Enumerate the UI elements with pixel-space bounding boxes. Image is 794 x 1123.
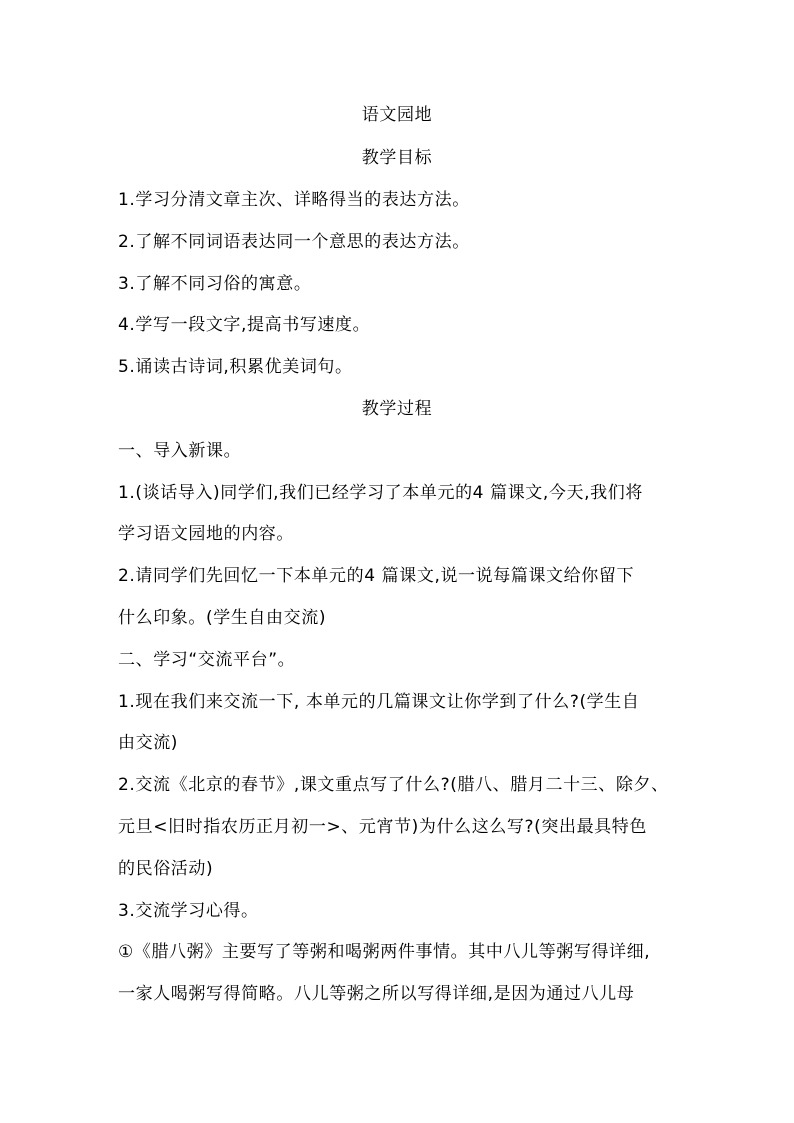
- body-line: 一家人喝粥写得简略。八儿等粥之所以写得详细,是因为通过八儿母: [118, 984, 635, 1004]
- body-line: 2.交流《北京的春节》,课文重点写了什么?(腊八、腊月二十三、除夕、: [118, 775, 669, 795]
- body-line: 3.交流学习心得。: [118, 901, 259, 921]
- goal-item: 1.学习分清文章主次、详略得当的表达方法。: [118, 190, 470, 210]
- body-line: 二、学习“交流平台”。: [118, 650, 296, 670]
- body-line: 2.请同学们先回忆一下本单元的4 篇课文,说一说每篇课文给你留下: [118, 566, 635, 586]
- body-line: 由交流): [118, 733, 179, 753]
- goal-item: 5.诵读古诗词,积累优美词句。: [118, 357, 353, 377]
- body-line: 学习语文园地的内容。: [118, 524, 294, 544]
- document-title: 语文园地: [361, 105, 433, 125]
- body-line: 元旦<旧时指农历正月初一>、元宵节)为什么这么写?(突出最具特色: [118, 817, 647, 837]
- goal-item: 2.了解不同词语表达同一个意思的表达方法。: [118, 232, 470, 252]
- body-line: 一、导入新课。: [118, 441, 242, 461]
- section-heading-goals: 教学目标: [361, 148, 433, 168]
- goal-item: 3.了解不同习俗的寓意。: [118, 274, 312, 294]
- body-line: 的民俗活动): [118, 859, 214, 879]
- body-line: 1.(谈话导入)同学们,我们已经学习了本单元的4 篇课文,今天,我们将: [118, 483, 643, 503]
- body-line: ①《腊八粥》主要写了等粥和喝粥两件事情。其中八儿等粥写得详细,: [118, 942, 651, 962]
- goal-item: 4.学写一段文字,提高书写速度。: [118, 315, 371, 335]
- body-line: 什么印象。(学生自由交流): [118, 608, 327, 628]
- section-heading-process: 教学过程: [361, 399, 433, 419]
- body-line: 1.现在我们来交流一下, 本单元的几篇课文让你学到了什么?(学生自: [118, 692, 640, 712]
